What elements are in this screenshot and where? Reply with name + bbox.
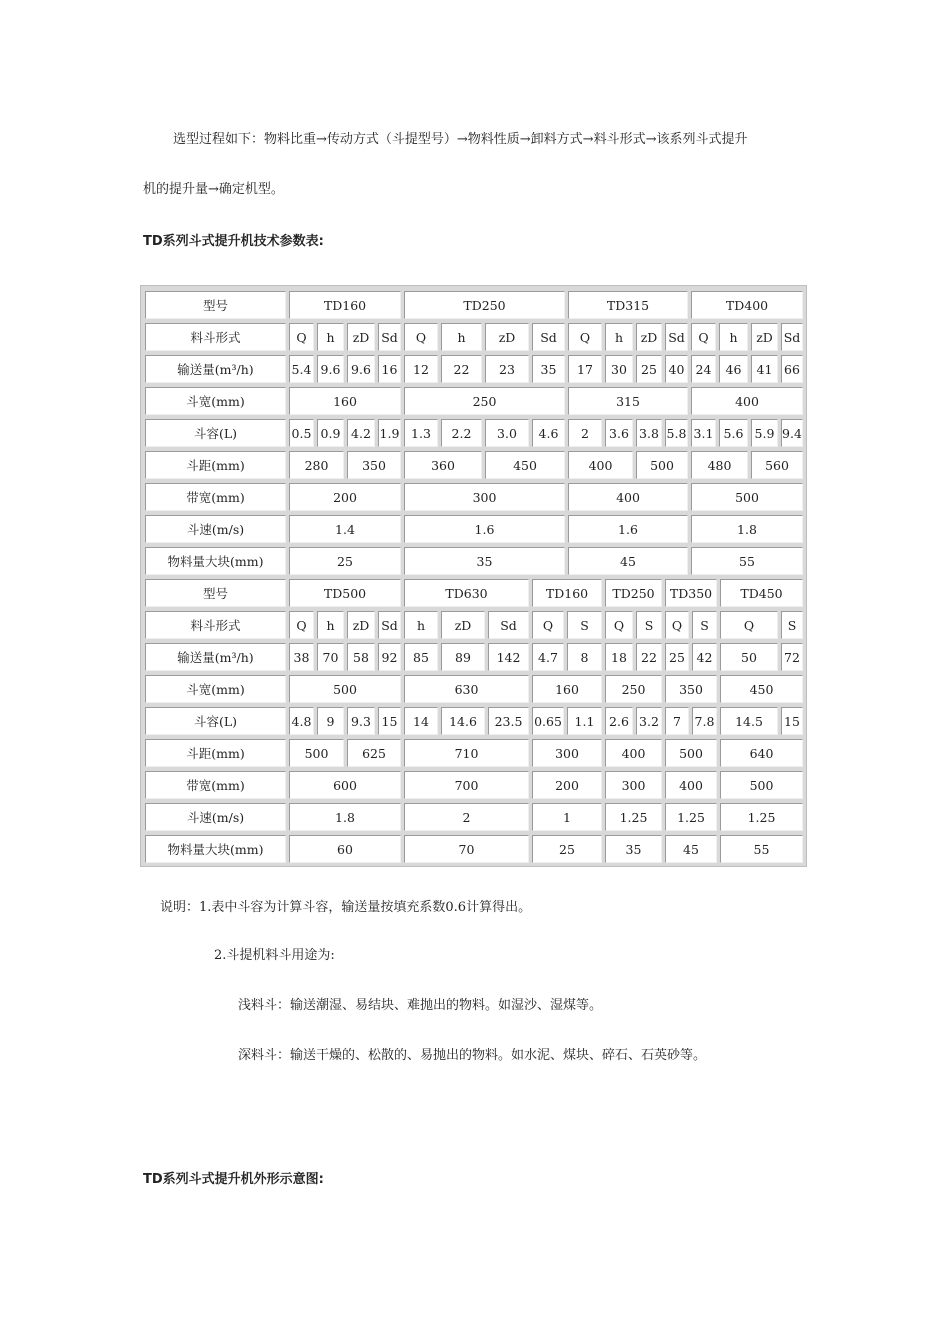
table-cell: 14.6 bbox=[441, 707, 485, 735]
table-cell: 45 bbox=[665, 835, 717, 863]
table-cell: 45 bbox=[568, 547, 688, 575]
table-cell: 2.6 bbox=[605, 707, 633, 735]
table-cell: 3.2 bbox=[636, 707, 662, 735]
table-cell: 25 bbox=[532, 835, 602, 863]
row-header-cell: 型号 bbox=[145, 579, 286, 607]
note-2: 2.斗提机料斗用途为: bbox=[214, 948, 335, 963]
table-cell: 70 bbox=[317, 643, 344, 671]
table-cell: 625 bbox=[347, 739, 401, 767]
table-cell: 55 bbox=[720, 835, 803, 863]
table-cell: 160 bbox=[289, 387, 401, 415]
table-cell: 35 bbox=[404, 547, 565, 575]
table-cell: Q bbox=[720, 611, 778, 639]
table-cell: 142 bbox=[488, 643, 529, 671]
table-cell: S bbox=[781, 611, 803, 639]
table-cell: 300 bbox=[404, 483, 565, 511]
table-cell: 1.25 bbox=[605, 803, 662, 831]
table-cell: 50 bbox=[720, 643, 778, 671]
table-cell: 5.4 bbox=[289, 355, 314, 383]
table-cell: 9.4 bbox=[781, 419, 803, 447]
table-cell: 0.65 bbox=[532, 707, 564, 735]
row-header-cell: 带宽(mm) bbox=[145, 771, 286, 799]
table-cell: 250 bbox=[404, 387, 565, 415]
table-cell: TD160 bbox=[532, 579, 602, 607]
table-cell: Sd bbox=[488, 611, 529, 639]
table-cell: zD bbox=[441, 611, 485, 639]
table-cell: TD250 bbox=[404, 291, 565, 319]
table-cell: 1.25 bbox=[720, 803, 803, 831]
row-header-cell: 斗宽(mm) bbox=[145, 387, 286, 415]
table-cell: 60 bbox=[289, 835, 401, 863]
table-cell: 0.9 bbox=[317, 419, 344, 447]
table-cell: 500 bbox=[665, 739, 717, 767]
table-cell: 5.8 bbox=[665, 419, 688, 447]
table-cell: 4.2 bbox=[347, 419, 375, 447]
table-cell: 400 bbox=[665, 771, 717, 799]
table-cell: 3.8 bbox=[636, 419, 662, 447]
intro-line-1: 选型过程如下：物料比重→传动方式（斗提型号）→物料性质→卸料方式→料斗形式→该系列斗式提升 bbox=[173, 132, 748, 147]
table-cell: 9.6 bbox=[347, 355, 375, 383]
table-cell: 450 bbox=[720, 675, 803, 703]
table-cell: Sd bbox=[665, 323, 688, 351]
table-cell: 4.6 bbox=[532, 419, 565, 447]
table-cell: 38 bbox=[289, 643, 314, 671]
table-cell: 1.6 bbox=[404, 515, 565, 543]
table-cell: 4.8 bbox=[289, 707, 314, 735]
row-header-cell: 输送量(m³/h) bbox=[145, 355, 286, 383]
table-cell: 9.3 bbox=[347, 707, 375, 735]
table-cell: 42 bbox=[692, 643, 717, 671]
table-cell: 9.6 bbox=[317, 355, 344, 383]
row-header-cell: 斗宽(mm) bbox=[145, 675, 286, 703]
table-cell: 25 bbox=[289, 547, 401, 575]
table-cell: 500 bbox=[289, 739, 344, 767]
note-shallow-bucket: 浅料斗：输送潮湿、易结块、难抛出的物料。如湿沙、湿煤等。 bbox=[238, 998, 603, 1013]
table-cell: Q bbox=[289, 323, 314, 351]
row-header-cell: 斗速(m/s) bbox=[145, 803, 286, 831]
table-cell: 0.5 bbox=[289, 419, 314, 447]
table-cell: 24 bbox=[691, 355, 716, 383]
table-cell: Sd bbox=[781, 323, 803, 351]
table-cell: 40 bbox=[665, 355, 688, 383]
table-cell: 55 bbox=[691, 547, 803, 575]
table-cell: 500 bbox=[720, 771, 803, 799]
table-cell: 66 bbox=[781, 355, 803, 383]
table-cell: 1.25 bbox=[665, 803, 717, 831]
table-cell: 35 bbox=[532, 355, 565, 383]
table-cell: 8 bbox=[567, 643, 602, 671]
table-cell: TD315 bbox=[568, 291, 688, 319]
table-cell: 58 bbox=[347, 643, 375, 671]
table-cell: zD bbox=[347, 323, 375, 351]
table-cell: 600 bbox=[289, 771, 401, 799]
table-cell: 710 bbox=[404, 739, 529, 767]
table-title: TD系列斗式提升机技术参数表: bbox=[143, 234, 324, 249]
table-cell: 25 bbox=[636, 355, 662, 383]
table-cell: 1.6 bbox=[568, 515, 688, 543]
table-cell: 1.9 bbox=[378, 419, 401, 447]
table-cell: 1.4 bbox=[289, 515, 401, 543]
row-header-cell: 料斗形式 bbox=[145, 323, 286, 351]
row-header-cell: 斗速(m/s) bbox=[145, 515, 286, 543]
row-header-cell: 输送量(m³/h) bbox=[145, 643, 286, 671]
table-cell: 500 bbox=[289, 675, 401, 703]
note-1: 说明：1.表中斗容为计算斗容，输送量按填充系数0.6计算得出。 bbox=[160, 900, 532, 915]
table-cell: 1.8 bbox=[691, 515, 803, 543]
table-cell: 70 bbox=[404, 835, 529, 863]
table-cell: 30 bbox=[605, 355, 633, 383]
row-header-cell: 斗容(L) bbox=[145, 419, 286, 447]
table-cell: S bbox=[692, 611, 717, 639]
table-cell: 3.1 bbox=[691, 419, 716, 447]
table-cell: 1 bbox=[532, 803, 602, 831]
table-cell: TD250 bbox=[605, 579, 662, 607]
table-cell: h bbox=[605, 323, 633, 351]
table-cell: Sd bbox=[378, 611, 401, 639]
table-cell: 315 bbox=[568, 387, 688, 415]
table-cell: Q bbox=[404, 323, 438, 351]
table-cell: 1.8 bbox=[289, 803, 401, 831]
table-cell: zD bbox=[485, 323, 529, 351]
table-cell: 700 bbox=[404, 771, 529, 799]
table-cell: 9 bbox=[317, 707, 344, 735]
table-cell: h bbox=[441, 323, 482, 351]
table-cell: 1.3 bbox=[404, 419, 438, 447]
table-cell: zD bbox=[636, 323, 662, 351]
table-cell: h bbox=[719, 323, 748, 351]
table-cell: 480 bbox=[691, 451, 748, 479]
table-cell: 2.2 bbox=[441, 419, 482, 447]
table-cell: 41 bbox=[751, 355, 778, 383]
table-cell: 17 bbox=[568, 355, 602, 383]
table-cell: 400 bbox=[568, 451, 633, 479]
table-cell: 35 bbox=[605, 835, 662, 863]
table-cell: 300 bbox=[532, 739, 602, 767]
table-cell: TD160 bbox=[289, 291, 401, 319]
table-cell: 15 bbox=[378, 707, 401, 735]
table-cell: 15 bbox=[781, 707, 803, 735]
table-cell: zD bbox=[751, 323, 778, 351]
parameter-table bbox=[140, 285, 807, 867]
table-cell: 25 bbox=[665, 643, 689, 671]
table-cell: Q bbox=[605, 611, 633, 639]
table-cell: 23.5 bbox=[488, 707, 529, 735]
table-cell: 400 bbox=[605, 739, 662, 767]
table-cell: h bbox=[317, 611, 344, 639]
table-cell: TD350 bbox=[665, 579, 717, 607]
row-header-cell: 斗距(mm) bbox=[145, 739, 286, 767]
table-cell: 18 bbox=[605, 643, 633, 671]
table-cell: 1.1 bbox=[567, 707, 602, 735]
table-cell: 3.0 bbox=[485, 419, 529, 447]
table-cell: 12 bbox=[404, 355, 438, 383]
table-cell: Sd bbox=[532, 323, 565, 351]
row-header-cell: 带宽(mm) bbox=[145, 483, 286, 511]
table-cell: 3.6 bbox=[605, 419, 633, 447]
note-deep-bucket: 深料斗：输送干燥的、松散的、易抛出的物料。如水泥、煤块、碎石、石英砂等。 bbox=[238, 1048, 707, 1063]
table-cell: 160 bbox=[532, 675, 602, 703]
row-header-cell: 斗距(mm) bbox=[145, 451, 286, 479]
table-cell: 5.6 bbox=[719, 419, 748, 447]
table-cell: 92 bbox=[378, 643, 401, 671]
row-header-cell: 物料量大块(mm) bbox=[145, 835, 286, 863]
table-cell: Q bbox=[289, 611, 314, 639]
table-cell: TD400 bbox=[691, 291, 803, 319]
table-cell: 350 bbox=[347, 451, 401, 479]
table-cell: Q bbox=[691, 323, 716, 351]
table-cell: 23 bbox=[485, 355, 529, 383]
table-cell: 22 bbox=[441, 355, 482, 383]
table-cell: Q bbox=[568, 323, 602, 351]
table-cell: 7.8 bbox=[692, 707, 717, 735]
table-cell: 14.5 bbox=[720, 707, 778, 735]
table-cell: 2 bbox=[568, 419, 602, 447]
figure-title: TD系列斗式提升机外形示意图: bbox=[143, 1172, 324, 1187]
table-cell: 72 bbox=[781, 643, 803, 671]
table-cell: 22 bbox=[636, 643, 662, 671]
table-cell: 500 bbox=[691, 483, 803, 511]
table-cell: 630 bbox=[404, 675, 529, 703]
table-cell: 280 bbox=[289, 451, 344, 479]
table-cell: TD630 bbox=[404, 579, 529, 607]
table-cell: h bbox=[317, 323, 344, 351]
table-cell: 4.7 bbox=[532, 643, 564, 671]
table-cell: 85 bbox=[404, 643, 438, 671]
table-cell: TD450 bbox=[720, 579, 803, 607]
intro-line-2: 机的提升量→确定机型。 bbox=[143, 182, 284, 197]
table-cell: 16 bbox=[378, 355, 401, 383]
table-cell: 300 bbox=[605, 771, 662, 799]
table-cell: 560 bbox=[751, 451, 803, 479]
table-cell: 2 bbox=[404, 803, 529, 831]
table-cell: TD500 bbox=[289, 579, 401, 607]
table-cell: 5.9 bbox=[751, 419, 778, 447]
row-header-cell: 斗容(L) bbox=[145, 707, 286, 735]
row-header-cell: 型号 bbox=[145, 291, 286, 319]
table-cell: 350 bbox=[665, 675, 717, 703]
table-cell: 7 bbox=[665, 707, 689, 735]
table-cell: Q bbox=[665, 611, 689, 639]
table-cell: 89 bbox=[441, 643, 485, 671]
table-cell: 400 bbox=[691, 387, 803, 415]
table-cell: S bbox=[567, 611, 602, 639]
table-cell: S bbox=[636, 611, 662, 639]
table-cell: zD bbox=[347, 611, 375, 639]
table-cell: 450 bbox=[485, 451, 565, 479]
table-cell: 500 bbox=[636, 451, 688, 479]
table-cell: Q bbox=[532, 611, 564, 639]
row-header-cell: 料斗形式 bbox=[145, 611, 286, 639]
table-cell: 250 bbox=[605, 675, 662, 703]
table-cell: 200 bbox=[532, 771, 602, 799]
table-cell: 200 bbox=[289, 483, 401, 511]
table-cell: 640 bbox=[720, 739, 803, 767]
table-cell: 46 bbox=[719, 355, 748, 383]
table-cell: 400 bbox=[568, 483, 688, 511]
table-cell: 360 bbox=[404, 451, 482, 479]
row-header-cell: 物料量大块(mm) bbox=[145, 547, 286, 575]
table-cell: Sd bbox=[378, 323, 401, 351]
table-cell: h bbox=[404, 611, 438, 639]
table-cell: 14 bbox=[404, 707, 438, 735]
